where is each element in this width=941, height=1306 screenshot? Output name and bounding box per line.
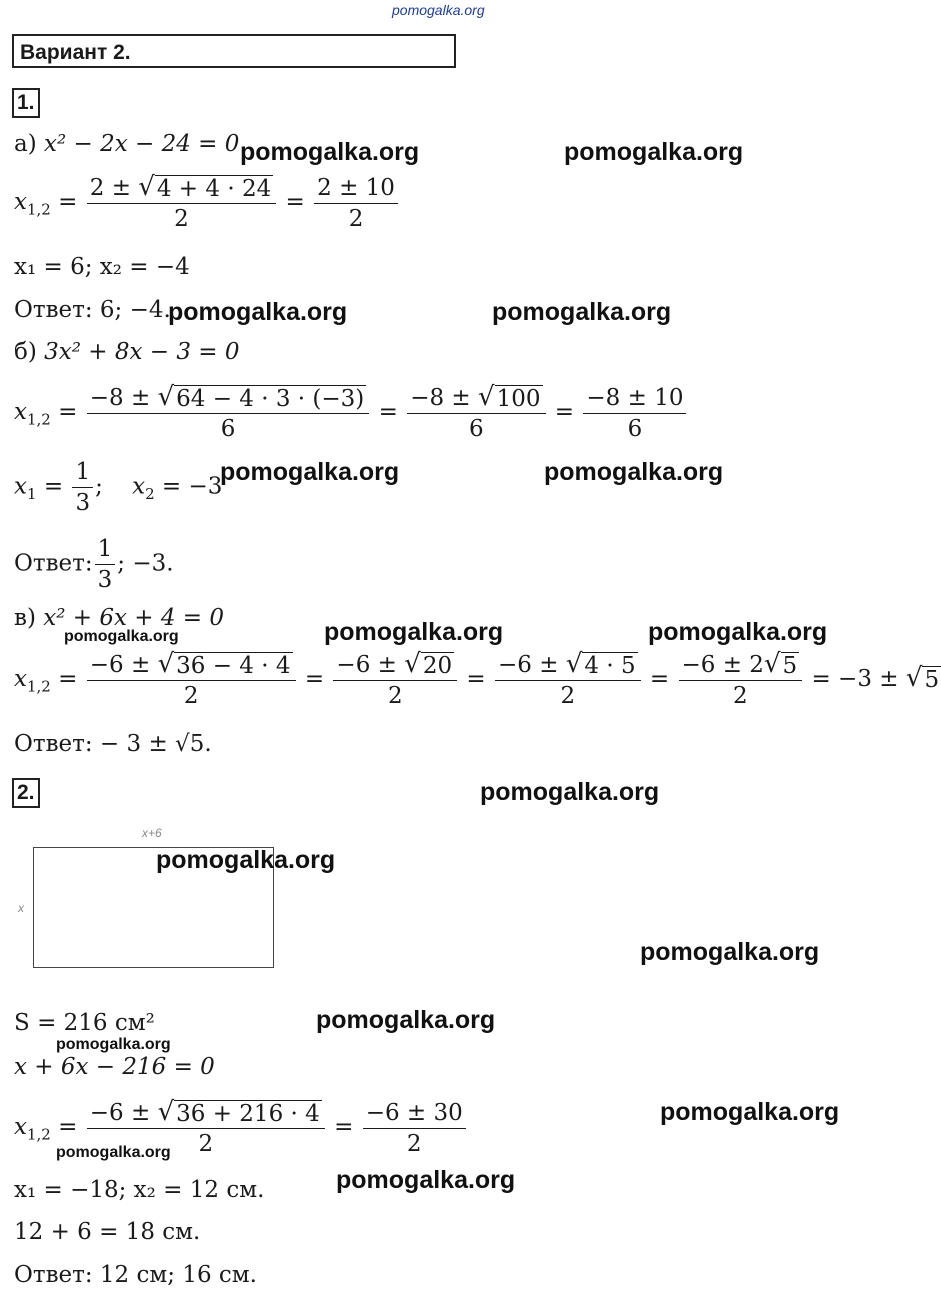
- watermark: pomogalka.org: [168, 298, 348, 326]
- task-2-roots: x₁ = −18; x₂ = 12 см.: [14, 1177, 265, 1203]
- watermark: pomogalka.org: [480, 778, 660, 806]
- task-1b-answer-prefix: Ответ:: [14, 550, 93, 577]
- task-2-answer: Ответ: 12 см; 16 см.: [14, 1262, 257, 1288]
- watermark: pomogalka.org: [156, 846, 336, 874]
- variant-header: [12, 34, 456, 68]
- task-1c-answer: Ответ: − 3 ± √5.: [14, 731, 212, 757]
- task-1a-eq: x² − 2x − 24 = 0: [44, 131, 240, 157]
- watermark: pomogalka.org: [564, 138, 744, 166]
- watermark: pomogalka.org: [240, 138, 420, 166]
- watermark: pomogalka.org: [220, 458, 400, 486]
- task-1-number: 1.: [12, 88, 40, 118]
- task-1c-formula: $x_{1,2}$ = −6 ± √ 36 − 4 · 4 2 = −6 ± √ 20 2 = −6 ± √ 4 · 5 2 = −6 ± 2 √ 5 2 = −3 ± √ 5: [14, 649, 940, 709]
- figure-side-label: x: [18, 901, 24, 915]
- task-2-sum: 12 + 6 = 18 см.: [14, 1219, 201, 1245]
- task-2-area: S = 216 см²: [14, 1010, 155, 1036]
- watermark-small: pomogalka.org: [56, 1144, 171, 1161]
- watermark: pomogalka.org: [336, 1166, 516, 1194]
- watermark: pomogalka.org: [544, 458, 724, 486]
- task-1b-label: б): [14, 339, 37, 365]
- task-1b-answer: Ответ: $\frac{1}{3}$ ; −3.: [14, 536, 174, 593]
- watermark: pomogalka.org: [316, 1006, 496, 1034]
- watermark-small: pomogalka.org: [56, 1036, 171, 1053]
- task-1a-answer: Ответ: 6; −4.: [14, 297, 171, 323]
- watermark-small: pomogalka.org: [64, 628, 179, 645]
- task-1a-label: а): [14, 131, 37, 157]
- task-1a-equation: [14, 131, 239, 157]
- task-1b-equation: [14, 339, 240, 365]
- watermark-top: pomogalka.org: [392, 2, 485, 18]
- figure-top-label: x+6: [142, 826, 162, 840]
- task-1b-formula: $x_{1,2}$ = −8 ± √ 64 − 4 · 3 · (−3) 6 = −8 ± √ 100 6 = $\frac{-8 \pm 10}{6}$: [14, 382, 688, 444]
- task-1b-roots: $x_1$ = $\frac{1}{3}$ ; $x_2 = -3$: [14, 459, 223, 516]
- watermark: pomogalka.org: [648, 618, 828, 646]
- task-1c-eq: x² + 6x + 4 = 0: [43, 605, 224, 631]
- task-2-formula: $x_{1,2}$ = −6 ± √ 36 + 216 · 4 2 = $\frac{-6 \pm 30}{2}$: [14, 1097, 468, 1159]
- task-1b-eq: 3x² + 8x − 3 = 0: [44, 339, 240, 365]
- watermark: pomogalka.org: [492, 298, 672, 326]
- task-2-equation: x + 6x − 216 = 0: [14, 1054, 215, 1080]
- task-2-number: 2.: [12, 778, 40, 808]
- task-1a-formula: $x_{1,2}$ = 2 ± √ 4 + 4 · 24 2 = $\frac{2 \pm 10}{2}$: [14, 172, 400, 234]
- task-1b-answer-suffix: ; −3.: [117, 550, 174, 577]
- watermark: pomogalka.org: [660, 1098, 840, 1126]
- watermark: pomogalka.org: [640, 938, 820, 966]
- watermark: pomogalka.org: [324, 618, 504, 646]
- task-1c-label: в): [14, 605, 36, 631]
- task-1a-roots: x₁ = 6; x₂ = −4: [14, 254, 190, 280]
- variant-title: Вариант 2.: [20, 41, 131, 64]
